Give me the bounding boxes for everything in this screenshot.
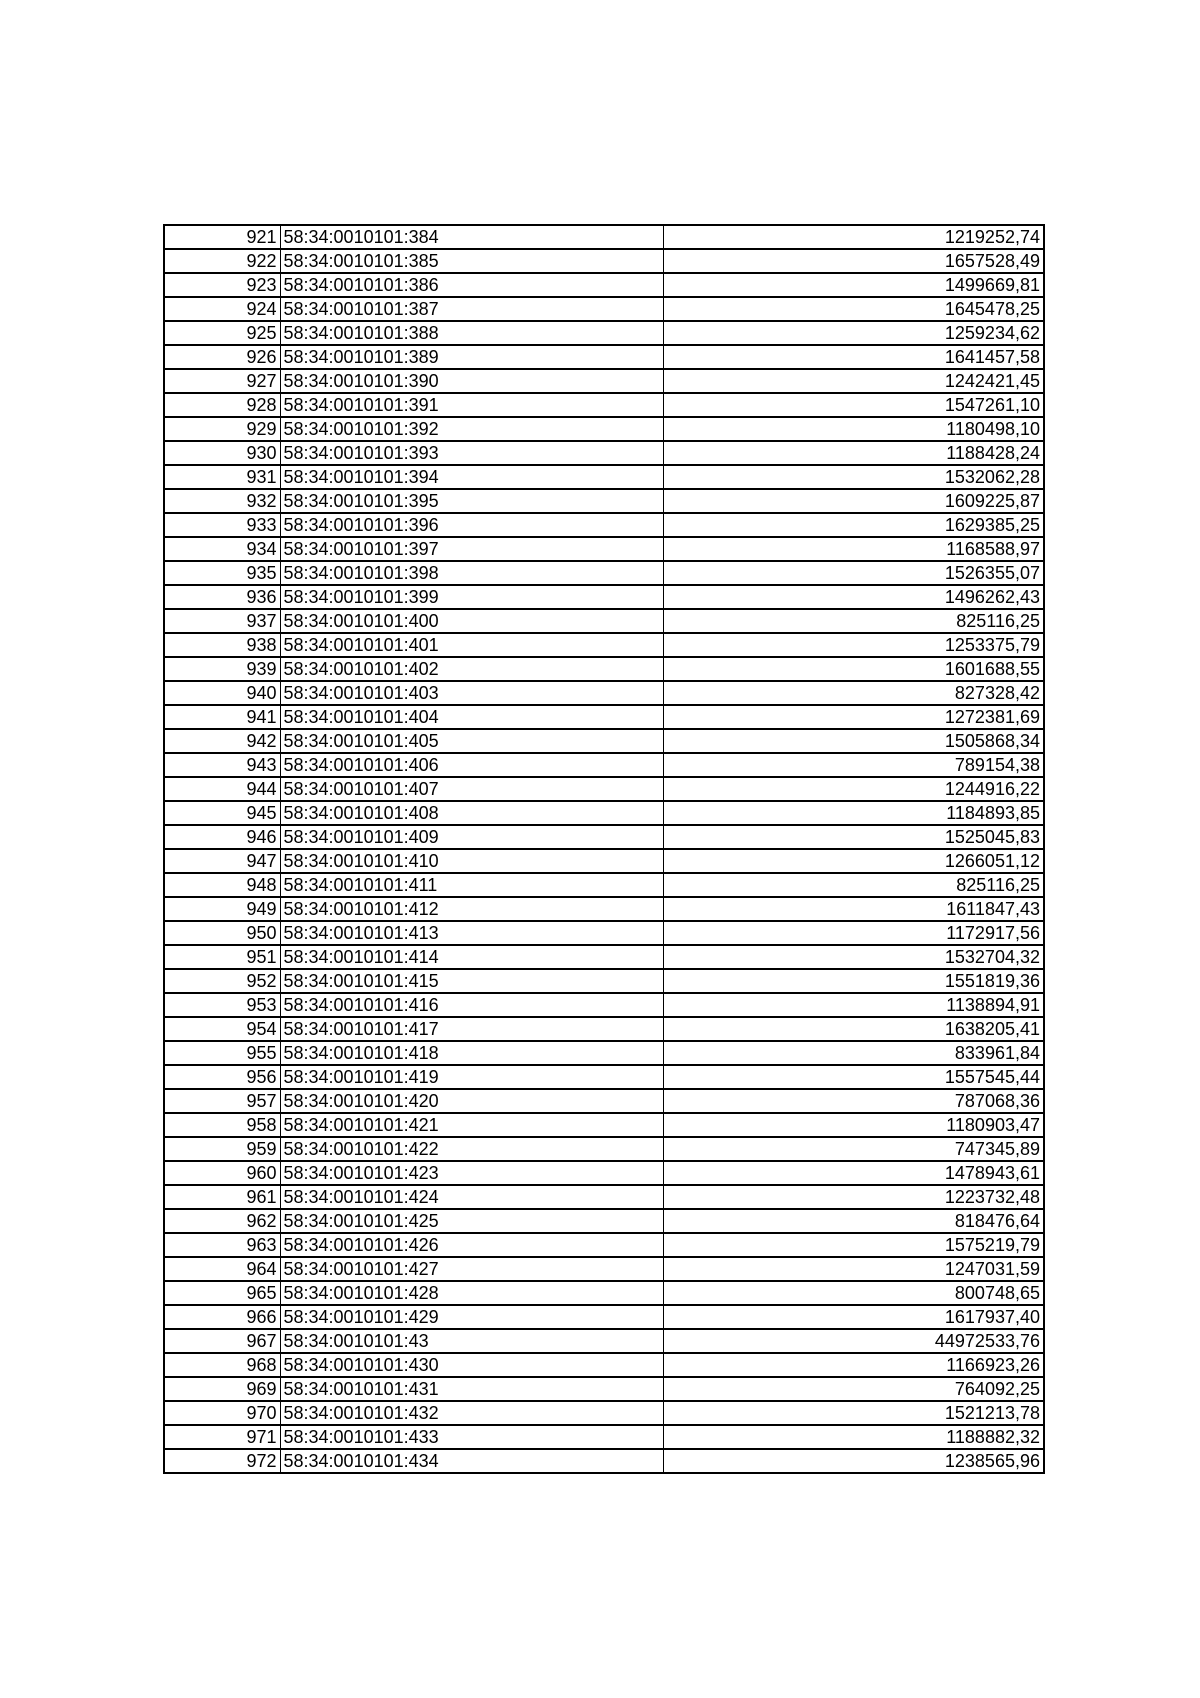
cadastral-number-cell: 58:34:0010101:418: [280, 1041, 663, 1065]
row-number-cell: 931: [164, 465, 280, 489]
row-number-cell: 970: [164, 1401, 280, 1425]
cadastral-number-cell: 58:34:0010101:414: [280, 945, 663, 969]
row-number-cell: 964: [164, 1257, 280, 1281]
row-number-cell: 928: [164, 393, 280, 417]
cadastral-number-cell: 58:34:0010101:427: [280, 1257, 663, 1281]
cadastral-number-cell: 58:34:0010101:428: [280, 1281, 663, 1305]
cadastral-value-cell: 1575219,79: [663, 1233, 1044, 1257]
table-row: [164, 633, 1044, 657]
cadastral-value-cell: 1609225,87: [663, 489, 1044, 513]
cadastral-value-cell: 1525045,83: [663, 825, 1044, 849]
table-row: [164, 897, 1044, 921]
cadastral-value-cell: 1266051,12: [663, 849, 1044, 873]
cadastral-number-cell: 58:34:0010101:416: [280, 993, 663, 1017]
cadastral-number-cell: 58:34:0010101:403: [280, 681, 663, 705]
row-number-cell: 953: [164, 993, 280, 1017]
cadastral-number-cell: 58:34:0010101:401: [280, 633, 663, 657]
row-number-cell: 971: [164, 1425, 280, 1449]
row-number-cell: 958: [164, 1113, 280, 1137]
cadastral-number-cell: 58:34:0010101:405: [280, 729, 663, 753]
row-number-cell: 947: [164, 849, 280, 873]
table-row: [164, 921, 1044, 945]
cadastral-number-cell: 58:34:0010101:387: [280, 297, 663, 321]
row-number-cell: 961: [164, 1185, 280, 1209]
row-number-cell: 922: [164, 249, 280, 273]
cadastral-value-cell: 1168588,97: [663, 537, 1044, 561]
cadastral-number-cell: 58:34:0010101:402: [280, 657, 663, 681]
row-number-cell: 965: [164, 1281, 280, 1305]
row-number-cell: 925: [164, 321, 280, 345]
cadastral-value-cell: 1253375,79: [663, 633, 1044, 657]
cadastral-number-cell: 58:34:0010101:426: [280, 1233, 663, 1257]
cadastral-number-cell: 58:34:0010101:433: [280, 1425, 663, 1449]
cadastral-value-cell: 1645478,25: [663, 297, 1044, 321]
cadastral-number-cell: 58:34:0010101:420: [280, 1089, 663, 1113]
row-number-cell: 926: [164, 345, 280, 369]
table-row: [164, 849, 1044, 873]
cadastral-number-cell: 58:34:0010101:422: [280, 1137, 663, 1161]
row-number-cell: 946: [164, 825, 280, 849]
cadastral-value-cell: 825116,25: [663, 609, 1044, 633]
cadastral-value-cell: 1611847,43: [663, 897, 1044, 921]
row-number-cell: 955: [164, 1041, 280, 1065]
cadastral-number-cell: 58:34:0010101:417: [280, 1017, 663, 1041]
cadastral-value-cell: 1629385,25: [663, 513, 1044, 537]
row-number-cell: 957: [164, 1089, 280, 1113]
cadastral-number-cell: 58:34:0010101:404: [280, 705, 663, 729]
table-row: [164, 1113, 1044, 1137]
table-row: [164, 1377, 1044, 1401]
row-number-cell: 945: [164, 801, 280, 825]
cadastral-number-cell: 58:34:0010101:398: [280, 561, 663, 585]
cadastral-number-cell: 58:34:0010101:409: [280, 825, 663, 849]
row-number-cell: 954: [164, 1017, 280, 1041]
cadastral-number-cell: 58:34:0010101:423: [280, 1161, 663, 1185]
cadastral-value-cell: 764092,25: [663, 1377, 1044, 1401]
cadastral-number-cell: 58:34:0010101:419: [280, 1065, 663, 1089]
cadastral-value-cell: 1547261,10: [663, 393, 1044, 417]
table-row: [164, 561, 1044, 585]
row-number-cell: 934: [164, 537, 280, 561]
table-row: [164, 609, 1044, 633]
table-row: [164, 225, 1044, 249]
table-row: [164, 1401, 1044, 1425]
cadastral-value-cell: 1259234,62: [663, 321, 1044, 345]
table-row: [164, 1209, 1044, 1233]
row-number-cell: 942: [164, 729, 280, 753]
cadastral-number-cell: 58:34:0010101:432: [280, 1401, 663, 1425]
cadastral-value-cell: 1521213,78: [663, 1401, 1044, 1425]
row-number-cell: 929: [164, 417, 280, 441]
table-row: [164, 1353, 1044, 1377]
cadastral-value-cell: 1526355,07: [663, 561, 1044, 585]
table-row: [164, 1017, 1044, 1041]
cadastral-number-cell: 58:34:0010101:392: [280, 417, 663, 441]
cadastral-number-cell: 58:34:0010101:43: [280, 1329, 663, 1353]
table-row: [164, 465, 1044, 489]
table-row: [164, 801, 1044, 825]
cadastral-number-cell: 58:34:0010101:399: [280, 585, 663, 609]
cadastral-value-cell: 825116,25: [663, 873, 1044, 897]
table-row: [164, 1161, 1044, 1185]
cadastral-number-cell: 58:34:0010101:410: [280, 849, 663, 873]
cadastral-number-cell: 58:34:0010101:390: [280, 369, 663, 393]
cadastral-value-cell: 800748,65: [663, 1281, 1044, 1305]
cadastral-value-cell: 1499669,81: [663, 273, 1044, 297]
cadastral-value-cell: 1219252,74: [663, 225, 1044, 249]
row-number-cell: 933: [164, 513, 280, 537]
table-row: [164, 969, 1044, 993]
cadastral-value-cell: 1601688,55: [663, 657, 1044, 681]
cadastral-number-cell: 58:34:0010101:415: [280, 969, 663, 993]
cadastral-value-cell: 1244916,22: [663, 777, 1044, 801]
cadastral-number-cell: 58:34:0010101:386: [280, 273, 663, 297]
cadastral-value-cell: 1238565,96: [663, 1449, 1044, 1473]
table-row: [164, 393, 1044, 417]
cadastral-number-cell: 58:34:0010101:394: [280, 465, 663, 489]
cadastral-number-cell: 58:34:0010101:391: [280, 393, 663, 417]
table-row: [164, 585, 1044, 609]
cadastral-value-cell: 1657528,49: [663, 249, 1044, 273]
cadastral-value-cell: 1247031,59: [663, 1257, 1044, 1281]
table-row: [164, 945, 1044, 969]
table-row: [164, 1065, 1044, 1089]
table-row: [164, 417, 1044, 441]
cadastral-value-cell: 789154,38: [663, 753, 1044, 777]
table-row: [164, 345, 1044, 369]
row-number-cell: 940: [164, 681, 280, 705]
cadastral-number-cell: 58:34:0010101:413: [280, 921, 663, 945]
cadastral-value-table: [163, 224, 1045, 1474]
cadastral-number-cell: 58:34:0010101:430: [280, 1353, 663, 1377]
row-number-cell: 963: [164, 1233, 280, 1257]
cadastral-number-cell: 58:34:0010101:424: [280, 1185, 663, 1209]
cadastral-value-cell: 1638205,41: [663, 1017, 1044, 1041]
cadastral-value-cell: 1188428,24: [663, 441, 1044, 465]
cadastral-number-cell: 58:34:0010101:389: [280, 345, 663, 369]
row-number-cell: 937: [164, 609, 280, 633]
table-row: [164, 1137, 1044, 1161]
cadastral-number-cell: 58:34:0010101:408: [280, 801, 663, 825]
cadastral-value-cell: 1551819,36: [663, 969, 1044, 993]
table-row: [164, 681, 1044, 705]
table-row: [164, 825, 1044, 849]
row-number-cell: 930: [164, 441, 280, 465]
table-row: [164, 441, 1044, 465]
table-row: [164, 753, 1044, 777]
cadastral-value-cell: 747345,89: [663, 1137, 1044, 1161]
table-row: [164, 513, 1044, 537]
cadastral-value-cell: 1184893,85: [663, 801, 1044, 825]
row-number-cell: 950: [164, 921, 280, 945]
table-row: [164, 873, 1044, 897]
cadastral-number-cell: 58:34:0010101:425: [280, 1209, 663, 1233]
cadastral-value-cell: 1496262,43: [663, 585, 1044, 609]
table-row: [164, 1329, 1044, 1353]
cadastral-value-cell: 827328,42: [663, 681, 1044, 705]
table-row: [164, 729, 1044, 753]
cadastral-value-cell: 1617937,40: [663, 1305, 1044, 1329]
row-number-cell: 968: [164, 1353, 280, 1377]
cadastral-value-cell: 1557545,44: [663, 1065, 1044, 1089]
cadastral-number-cell: 58:34:0010101:411: [280, 873, 663, 897]
row-number-cell: 948: [164, 873, 280, 897]
row-number-cell: 932: [164, 489, 280, 513]
cadastral-number-cell: 58:34:0010101:421: [280, 1113, 663, 1137]
cadastral-number-cell: 58:34:0010101:429: [280, 1305, 663, 1329]
cadastral-value-cell: 1180498,10: [663, 417, 1044, 441]
cadastral-value-cell: 1272381,69: [663, 705, 1044, 729]
row-number-cell: 935: [164, 561, 280, 585]
cadastral-value-cell: 1641457,58: [663, 345, 1044, 369]
row-number-cell: 938: [164, 633, 280, 657]
cadastral-number-cell: 58:34:0010101:407: [280, 777, 663, 801]
row-number-cell: 962: [164, 1209, 280, 1233]
cadastral-value-cell: 1166923,26: [663, 1353, 1044, 1377]
cadastral-value-cell: 1478943,61: [663, 1161, 1044, 1185]
row-number-cell: 956: [164, 1065, 280, 1089]
cadastral-value-cell: 1188882,32: [663, 1425, 1044, 1449]
table-row: [164, 537, 1044, 561]
row-number-cell: 967: [164, 1329, 280, 1353]
cadastral-value-cell: 1180903,47: [663, 1113, 1044, 1137]
row-number-cell: 972: [164, 1449, 280, 1473]
row-number-cell: 936: [164, 585, 280, 609]
cadastral-number-cell: 58:34:0010101:412: [280, 897, 663, 921]
cadastral-value-cell: 1242421,45: [663, 369, 1044, 393]
table-row: [164, 777, 1044, 801]
row-number-cell: 959: [164, 1137, 280, 1161]
cadastral-value-cell: 833961,84: [663, 1041, 1044, 1065]
cadastral-value-cell: 44972533,76: [663, 1329, 1044, 1353]
table-row: [164, 297, 1044, 321]
table-row: [164, 1185, 1044, 1209]
table-row: [164, 1257, 1044, 1281]
table-row: [164, 369, 1044, 393]
table-row: [164, 1305, 1044, 1329]
cadastral-number-cell: 58:34:0010101:384: [280, 225, 663, 249]
row-number-cell: 941: [164, 705, 280, 729]
table-body: [164, 225, 1044, 1473]
cadastral-value-cell: 1505868,34: [663, 729, 1044, 753]
cadastral-value-cell: 787068,36: [663, 1089, 1044, 1113]
table-row: [164, 321, 1044, 345]
row-number-cell: 944: [164, 777, 280, 801]
row-number-cell: 951: [164, 945, 280, 969]
cadastral-number-cell: 58:34:0010101:395: [280, 489, 663, 513]
cadastral-value-cell: 1223732,48: [663, 1185, 1044, 1209]
row-number-cell: 969: [164, 1377, 280, 1401]
cadastral-value-cell: 1532704,32: [663, 945, 1044, 969]
cadastral-value-cell: 1532062,28: [663, 465, 1044, 489]
row-number-cell: 924: [164, 297, 280, 321]
cadastral-value-cell: 818476,64: [663, 1209, 1044, 1233]
table-row: [164, 1281, 1044, 1305]
cadastral-number-cell: 58:34:0010101:434: [280, 1449, 663, 1473]
cadastral-number-cell: 58:34:0010101:431: [280, 1377, 663, 1401]
cadastral-number-cell: 58:34:0010101:406: [280, 753, 663, 777]
table-row: [164, 273, 1044, 297]
table-row: [164, 705, 1044, 729]
table-row: [164, 1425, 1044, 1449]
cadastral-number-cell: 58:34:0010101:385: [280, 249, 663, 273]
row-number-cell: 952: [164, 969, 280, 993]
cadastral-number-cell: 58:34:0010101:397: [280, 537, 663, 561]
table-row: [164, 1449, 1044, 1473]
row-number-cell: 960: [164, 1161, 280, 1185]
row-number-cell: 943: [164, 753, 280, 777]
cadastral-number-cell: 58:34:0010101:396: [280, 513, 663, 537]
table-row: [164, 993, 1044, 1017]
row-number-cell: 949: [164, 897, 280, 921]
table-row: [164, 249, 1044, 273]
table-row: [164, 1089, 1044, 1113]
cadastral-number-cell: 58:34:0010101:393: [280, 441, 663, 465]
cadastral-number-cell: 58:34:0010101:388: [280, 321, 663, 345]
table-row: [164, 657, 1044, 681]
cadastral-number-cell: 58:34:0010101:400: [280, 609, 663, 633]
row-number-cell: 966: [164, 1305, 280, 1329]
cadastral-value-cell: 1138894,91: [663, 993, 1044, 1017]
row-number-cell: 921: [164, 225, 280, 249]
table-row: [164, 1041, 1044, 1065]
row-number-cell: 927: [164, 369, 280, 393]
cadastral-value-cell: 1172917,56: [663, 921, 1044, 945]
table-row: [164, 489, 1044, 513]
row-number-cell: 939: [164, 657, 280, 681]
table-row: [164, 1233, 1044, 1257]
row-number-cell: 923: [164, 273, 280, 297]
